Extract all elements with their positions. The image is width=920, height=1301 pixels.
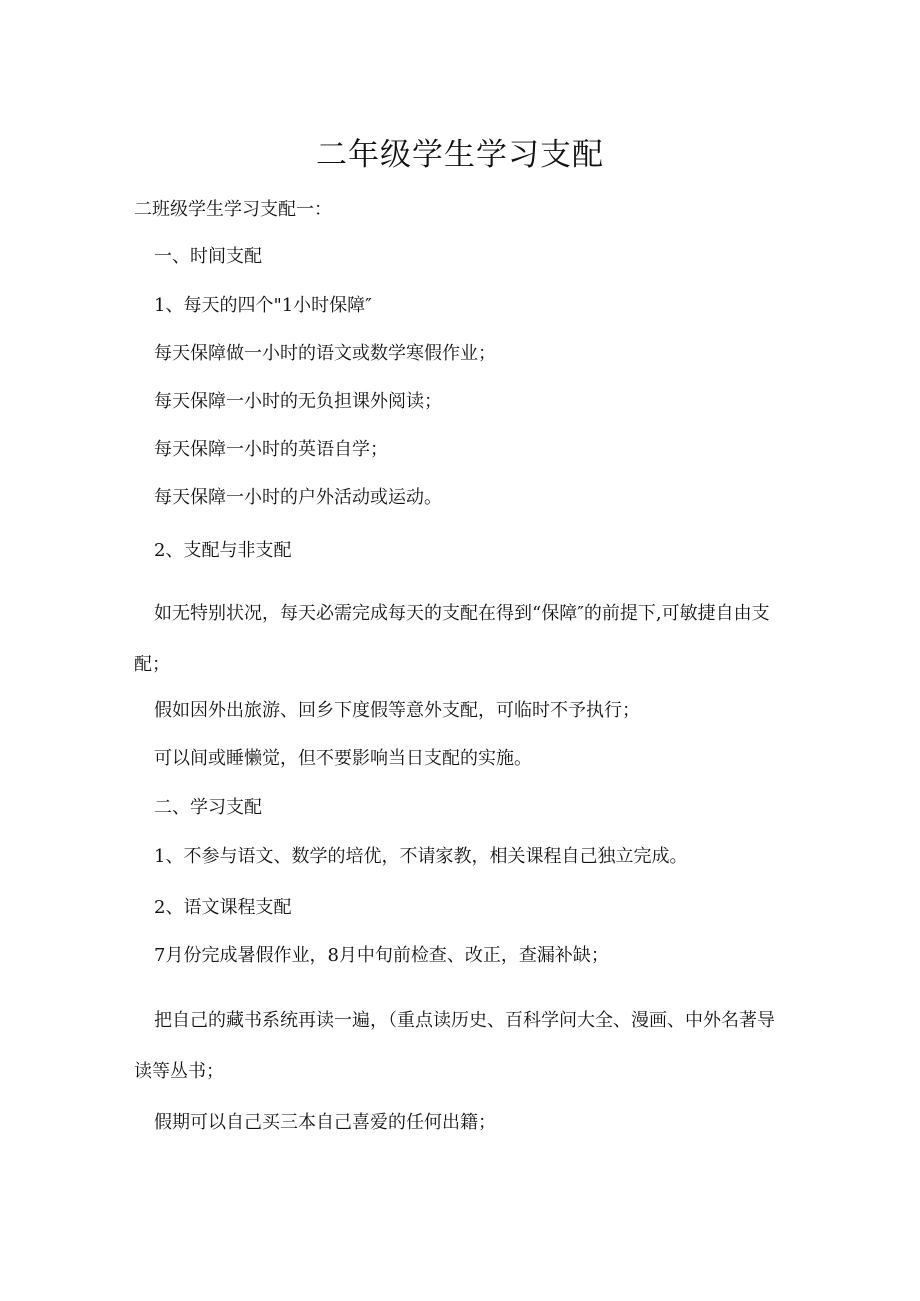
paragraph-buy-books: 假期可以自己买三本自己喜爱的任何出籍； [154, 1112, 496, 1133]
class-plan-heading: 二班级学生学习支配一： [134, 199, 332, 220]
subheading-four-hours: 1、每天的四个"1小时保障″ [154, 295, 372, 316]
paragraph-activity-hour: 每天保障一小时的户外活动或运动。 [154, 487, 442, 508]
paragraph-reread-books: 把自己的藏书系统再读一遍，（重点读历史、百科学问大全、漫画、中外名著导读等丛书； [134, 1010, 775, 1082]
paragraph-summer-homework: 7月份完成暑假作业，8月中旬前检查、改正，查漏补缺； [154, 945, 609, 966]
section-heading-time: 一、时间支配 [154, 246, 262, 267]
paragraph-travel-exception: 假如因外出旅游、回乡下度假等意外支配，可临时不予执行； [154, 700, 640, 721]
paragraph-sleep-in: 可以间或睡懒觉，但不要影响当日支配的实施。 [154, 748, 532, 769]
paragraph-no-tutoring: 1、不参与语文、数学的培优，不请家教，相关课程自己独立完成。 [154, 846, 688, 867]
subheading-chinese-course: 2、语文课程支配 [154, 897, 292, 918]
paragraph-special-conditions: 如无特别状况，每天必需完成每天的支配在得到“保障″的前提下,可敏捷自由支配； [134, 603, 770, 675]
section-heading-study: 二、学习支配 [154, 797, 262, 818]
paragraph-reading-hour: 每天保障一小时的无负担课外阅读； [154, 391, 442, 412]
subheading-plan-nonplan: 2、支配与非支配 [154, 540, 292, 561]
paragraph-homework-hour: 每天保障做一小时的语文或数学寒假作业； [154, 343, 496, 364]
document-title: 二年级学生学习支配 [316, 137, 604, 173]
paragraph-english-hour: 每天保障一小时的英语自学； [154, 439, 388, 460]
